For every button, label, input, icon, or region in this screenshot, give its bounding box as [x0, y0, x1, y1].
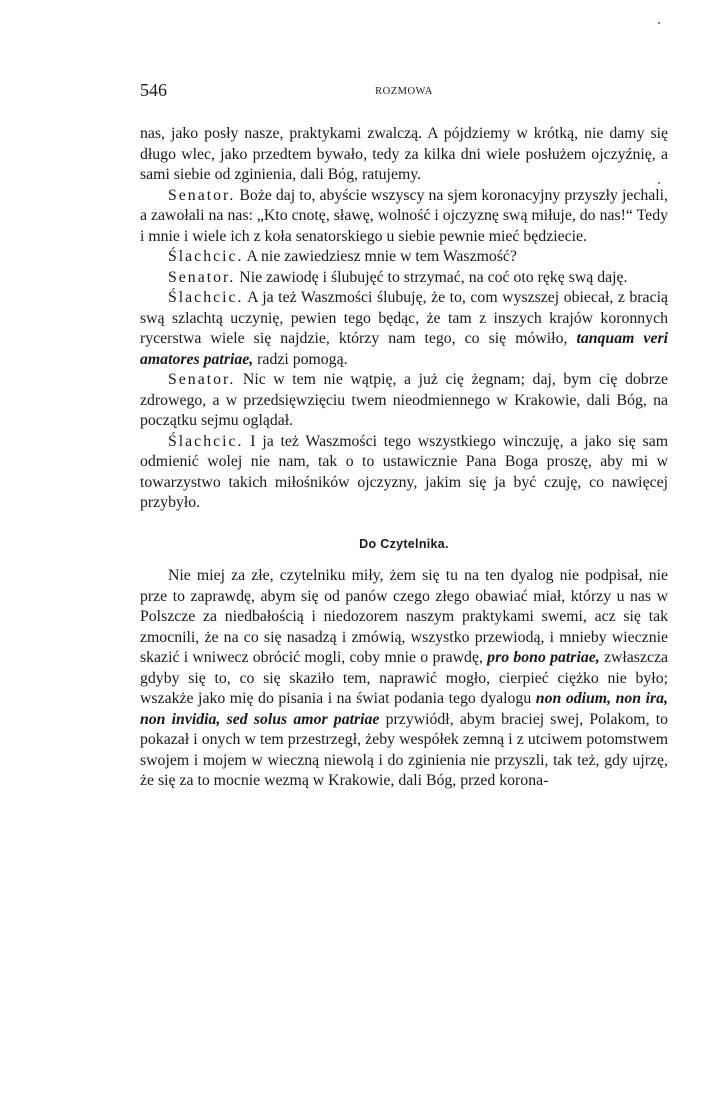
paragraph: [140, 186, 668, 248]
section-heading: Do Czytelnika.: [359, 536, 449, 551]
text-run: Nie zawiodę i ślubujęć to strzymać, na coć oto rękę swą daję.: [235, 268, 628, 286]
page-header: [140, 80, 668, 104]
section-body: [140, 566, 668, 792]
page-number: 546: [140, 80, 167, 100]
running-head: ROZMOWA: [375, 86, 433, 97]
text-run: A nie zawiedziesz mnie w tem Waszmość?: [243, 248, 517, 265]
text-run: I ja też Waszmości tego wszystkiego winczuję, a jako się sam odmienić wolej nie nam, tak o to ustawicznie Pana Boga proszę, aby mi w towarzystwo takich miłośników ojczyzny, jakim się ja być czuję, co nawięcej przybyło.: [140, 432, 668, 511]
paragraph: [140, 566, 668, 792]
text-run: Boże daj to, abyście wszyscy na sjem koronacyjny przyszły jechali, a zawołali na nas: „Kto cnotę, sławę, wolność i ojczyznę swą miłuje, do nas!“ Tedy i mnie i wiele ich z koła senatorskiego u siebie pewnie mieć będziecie.: [140, 186, 668, 245]
text-run: radzi pomogą.: [253, 350, 348, 368]
paragraph: [140, 370, 668, 432]
paragraph: [140, 432, 668, 514]
paragraph: [140, 268, 668, 289]
text-run: zwłaszcza gdyby się to, co się skaziło tem, naprawić mogło, cierpieć ciężko nie było; wszakże jako mię do pisania i na świat podania tego dyalogu: [140, 649, 668, 707]
speaker-name: Senator.: [168, 371, 236, 388]
text-run: A ja też Waszmości ślubuję, że to, com wyszszej obiecał, z bracią swą szlachtą uczynię, pewien tego będąc, że tam z inszych krajów koronnych rycerstwa wiele się najdzie, którzy nam tego, co się mówiło,: [140, 289, 668, 347]
paragraph: [140, 124, 668, 186]
speaker-name: Ślachcic.: [168, 248, 244, 265]
text-run: Nic w tem nie wątpię, a już cię żegnam; daj, bym cię dobrze zdrowego, a w przedsięwzięciu twem nieodmiennego w Krakowie, dali Bóg, na początku sejmu oglądał.: [140, 371, 668, 429]
main-text: [140, 124, 668, 792]
latin-phrase: pro bono patriae,: [487, 649, 600, 666]
text-run: nas, jako posły nasze, praktykami zwalczą. A pójdziemy w krótką, nie damy się długo wlec, jako przedtem bywało, tedy za kilka dni wiele posłużem ojczyźnię, a sami siebie od zginienia, dali Bóg, ratujemy.: [140, 125, 668, 183]
speaker-name: Senator.: [168, 186, 236, 204]
dialogue-paragraphs: [140, 124, 668, 514]
speaker-name: Ślachcic.: [168, 289, 244, 306]
text-run: Nie miej za złe, czytelniku miły, żem się tu na ten dyalog nie podpisał, nie prze to zaprawdę, abym się od panów czego złego obawiać miał, którzy u nas w Polszcze za niedbałością i niedozorem naszym praktykami swemi, acz się tak zmocnili, że na co się nasadzą i zmówią, wszystko przewiodą, i mnieby wiecznie skazić i wniwecz obrócić mogli, coby mnie o prawdę,: [140, 567, 668, 666]
latin-phrase: non odium, non ira, non invidia, sed solus amor patriae: [140, 690, 668, 728]
paragraph: [140, 247, 668, 268]
text-run: przywiódł, abym braciej swej, Polakom, to pokazał i onych w tem przestrzegł, żeby wespółek zemną i z utciwem potomstwem swojem i mojem w wieczną niewolą i do zginienia nie przyszli, tak też, gdy ujrzę, że się za to mocnie wezmą w Krakowie, dali Bóg, przed korona-: [140, 710, 669, 789]
page-speck: [658, 22, 660, 24]
speaker-name: Ślachcic.: [168, 432, 244, 450]
paragraph: [140, 288, 668, 370]
latin-phrase: tanquam veri amatores patriae,: [140, 330, 668, 368]
speaker-name: Senator.: [168, 268, 236, 286]
